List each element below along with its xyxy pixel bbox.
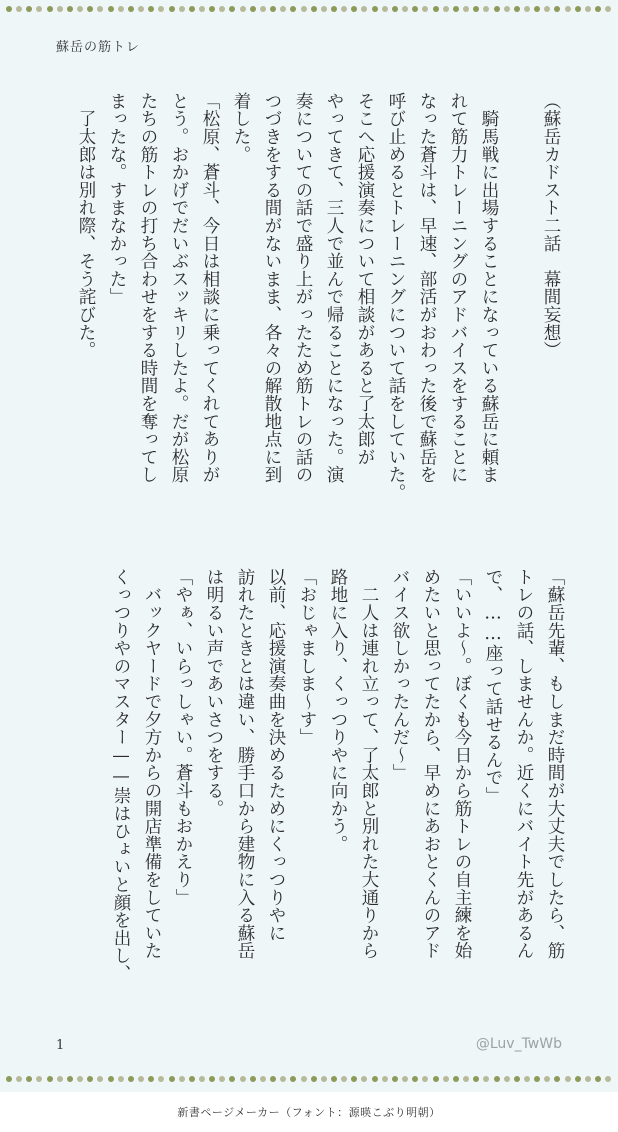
page-number: 1 — [56, 1038, 65, 1053]
border-dot — [209, 6, 215, 12]
border-dot — [311, 6, 317, 12]
page-header-title: 蘇岳の筋トレ — [56, 40, 141, 55]
border-dot — [87, 6, 93, 12]
top-dot-border — [6, 4, 612, 14]
border-dot — [57, 6, 63, 12]
border-dot — [544, 1076, 550, 1082]
border-dot — [229, 6, 235, 12]
text-line: そこへ応援演奏について相談があると了太郎が — [355, 92, 375, 466]
text-line: 「おじゃましま〜す」 — [297, 568, 317, 746]
border-dot — [47, 6, 53, 12]
border-dot — [77, 1076, 83, 1082]
text-line: 「蘇岳先輩、もしまだ時間が大丈夫でしたら、筋 — [545, 568, 565, 960]
border-dot — [331, 1076, 337, 1082]
border-dot — [443, 1076, 449, 1082]
border-dot — [341, 1076, 347, 1082]
border-dot — [494, 6, 500, 12]
border-dot — [128, 6, 134, 12]
border-dot — [524, 1076, 530, 1082]
border-dot — [554, 6, 560, 12]
border-dot — [6, 6, 12, 12]
text-line: 騎馬戦に出場することになっている蘇岳に頼ま — [479, 92, 499, 484]
border-dot — [250, 1076, 256, 1082]
border-dot — [118, 6, 124, 12]
border-dot — [514, 6, 520, 12]
border-dot — [504, 6, 510, 12]
text-line: れて筋力トレーニングのアドバイスをすることに — [448, 92, 468, 484]
border-dot — [412, 1076, 418, 1082]
border-dot — [321, 6, 327, 12]
border-dot — [97, 1076, 103, 1082]
border-dot — [605, 1076, 611, 1082]
border-dot — [26, 6, 32, 12]
border-dot — [331, 6, 337, 12]
border-dot — [382, 6, 388, 12]
border-dot — [179, 6, 185, 12]
border-dot — [575, 1076, 581, 1082]
border-dot — [392, 6, 398, 12]
border-dot — [483, 1076, 489, 1082]
border-dot — [585, 6, 591, 12]
text-line: まったな。すまなかった」 — [107, 92, 127, 306]
border-dot — [575, 6, 581, 12]
border-dot — [382, 1076, 388, 1082]
border-dot — [219, 1076, 225, 1082]
border-dot — [412, 6, 418, 12]
text-line: やってきて、三人で並んで帰ることになった。演 — [324, 92, 344, 484]
text-line — [504, 92, 535, 547]
border-dot — [148, 6, 154, 12]
border-dot — [453, 6, 459, 12]
text-line: つづきをする間がないまま、各々の解散地点に到 — [262, 92, 282, 484]
border-dot — [565, 6, 571, 12]
border-dot — [158, 1076, 164, 1082]
border-dot — [534, 1076, 540, 1082]
border-dot — [473, 6, 479, 12]
border-dot — [494, 1076, 500, 1082]
text-line: 「いいよ〜。ぼくも今日から筋トレの自主練を始 — [452, 568, 472, 960]
border-dot — [453, 1076, 459, 1082]
border-dot — [534, 6, 540, 12]
text-line: 「松原、蒼斗、今日は相談に乗ってくれてありが — [200, 92, 220, 484]
border-dot — [108, 6, 114, 12]
text-line: バイス欲しかったんだ〜」 — [390, 568, 410, 782]
border-dot — [158, 6, 164, 12]
border-dot — [148, 1076, 154, 1082]
border-dot — [422, 6, 428, 12]
border-dot — [585, 1076, 591, 1082]
text-line: 路地に入り、くっつりやに向かう。 — [328, 568, 348, 853]
text-line: 呼び止めるとトレーニングについて話をしていた。 — [386, 92, 406, 502]
border-dot — [199, 1076, 205, 1082]
border-dot — [219, 6, 225, 12]
border-dot — [189, 6, 195, 12]
border-dot — [16, 1076, 22, 1082]
border-dot — [47, 1076, 53, 1082]
border-dot — [524, 6, 530, 12]
text-line: なった蒼斗は、早速、部活がおわった後で蘇岳を — [417, 92, 437, 484]
border-dot — [36, 1076, 42, 1082]
border-dot — [199, 6, 205, 12]
border-dot — [128, 1076, 134, 1082]
text-line: 奏についての話で盛り上がったため筋トレの話の — [293, 92, 313, 484]
border-dot — [169, 6, 175, 12]
text-line: は明るい声であいさつをする。 — [204, 568, 224, 818]
border-dot — [504, 1076, 510, 1082]
border-dot — [402, 6, 408, 12]
bottom-dot-border — [6, 1074, 612, 1084]
border-dot — [67, 1076, 73, 1082]
border-dot — [270, 6, 276, 12]
border-dot — [290, 6, 296, 12]
text-line: とう。おかげでだいぶスッキリしたよ。だが松原 — [169, 92, 189, 484]
border-dot — [26, 1076, 32, 1082]
border-dot — [87, 1076, 93, 1082]
border-dot — [280, 6, 286, 12]
border-dot — [67, 6, 73, 12]
text-line: 「やぁ、いらっしゃい。蒼斗もおかえり」 — [173, 568, 193, 907]
text-line: くっつりやのマスター——崇はひょいと顔を出し、 — [111, 568, 131, 983]
border-dot — [108, 1076, 114, 1082]
border-dot — [565, 1076, 571, 1082]
text-line: トレの話、しませんか。近くにバイト先があるん — [514, 568, 534, 960]
border-dot — [483, 6, 489, 12]
border-dot — [138, 1076, 144, 1082]
lower-text-block — [105, 568, 570, 1028]
border-dot — [260, 6, 266, 12]
border-dot — [240, 1076, 246, 1082]
border-dot — [463, 1076, 469, 1082]
border-dot — [443, 6, 449, 12]
text-line: バックヤードで夕方からの開店準備をしていた — [142, 568, 162, 960]
border-dot — [301, 1076, 307, 1082]
border-dot — [433, 1076, 439, 1082]
border-dot — [351, 6, 357, 12]
border-dot — [463, 6, 469, 12]
border-dot — [361, 6, 367, 12]
text-line: 訪れたときとは違い、勝手口から建物に入る蘇岳 — [235, 568, 255, 960]
border-dot — [514, 1076, 520, 1082]
border-dot — [554, 1076, 560, 1082]
border-dot — [36, 6, 42, 12]
border-dot — [301, 6, 307, 12]
border-dot — [422, 1076, 428, 1082]
text-line: 着した。 — [231, 92, 251, 164]
text-line: 了太郎は別れ際、そう詫びた。 — [76, 92, 96, 359]
border-dot — [189, 1076, 195, 1082]
border-dot — [57, 1076, 63, 1082]
border-dot — [16, 6, 22, 12]
border-dot — [392, 1076, 398, 1082]
text-line: （蘇岳カドスト二話 幕間妄想） — [541, 92, 561, 359]
border-dot — [270, 1076, 276, 1082]
border-dot — [372, 6, 378, 12]
upper-text-block — [70, 92, 566, 547]
text-line: で、……座って話せるんで」 — [483, 568, 503, 805]
border-dot — [290, 1076, 296, 1082]
text-line: 以前、応援演奏曲を決めるためにくっつりやに — [266, 568, 286, 942]
border-dot — [250, 6, 256, 12]
border-dot — [433, 6, 439, 12]
border-dot — [544, 6, 550, 12]
border-dot — [341, 6, 347, 12]
border-dot — [77, 6, 83, 12]
border-dot — [209, 1076, 215, 1082]
border-dot — [595, 1076, 601, 1082]
text-line: たちの筋トレの打ち合わせをする時間を奪ってし — [138, 92, 158, 484]
border-dot — [361, 1076, 367, 1082]
border-dot — [473, 1076, 479, 1082]
text-line: めたいと思ってたから、早めにあおとくんのアド — [421, 568, 441, 960]
border-dot — [179, 1076, 185, 1082]
border-dot — [260, 1076, 266, 1082]
border-dot — [280, 1076, 286, 1082]
text-line: 二人は連れ立って、了太郎と別れた大通りから — [359, 568, 379, 960]
border-dot — [595, 6, 601, 12]
author-credit: @Luv_TwWb — [475, 1036, 562, 1052]
border-dot — [372, 1076, 378, 1082]
border-dot — [6, 1076, 12, 1082]
generator-caption: 新書ページメーカー（フォント：源暎こぶり明朝） — [177, 1106, 441, 1119]
border-dot — [605, 6, 611, 12]
border-dot — [321, 1076, 327, 1082]
border-dot — [169, 1076, 175, 1082]
border-dot — [229, 1076, 235, 1082]
border-dot — [97, 6, 103, 12]
border-dot — [402, 1076, 408, 1082]
border-dot — [138, 6, 144, 12]
border-dot — [351, 1076, 357, 1082]
border-dot — [311, 1076, 317, 1082]
border-dot — [240, 6, 246, 12]
border-dot — [118, 1076, 124, 1082]
